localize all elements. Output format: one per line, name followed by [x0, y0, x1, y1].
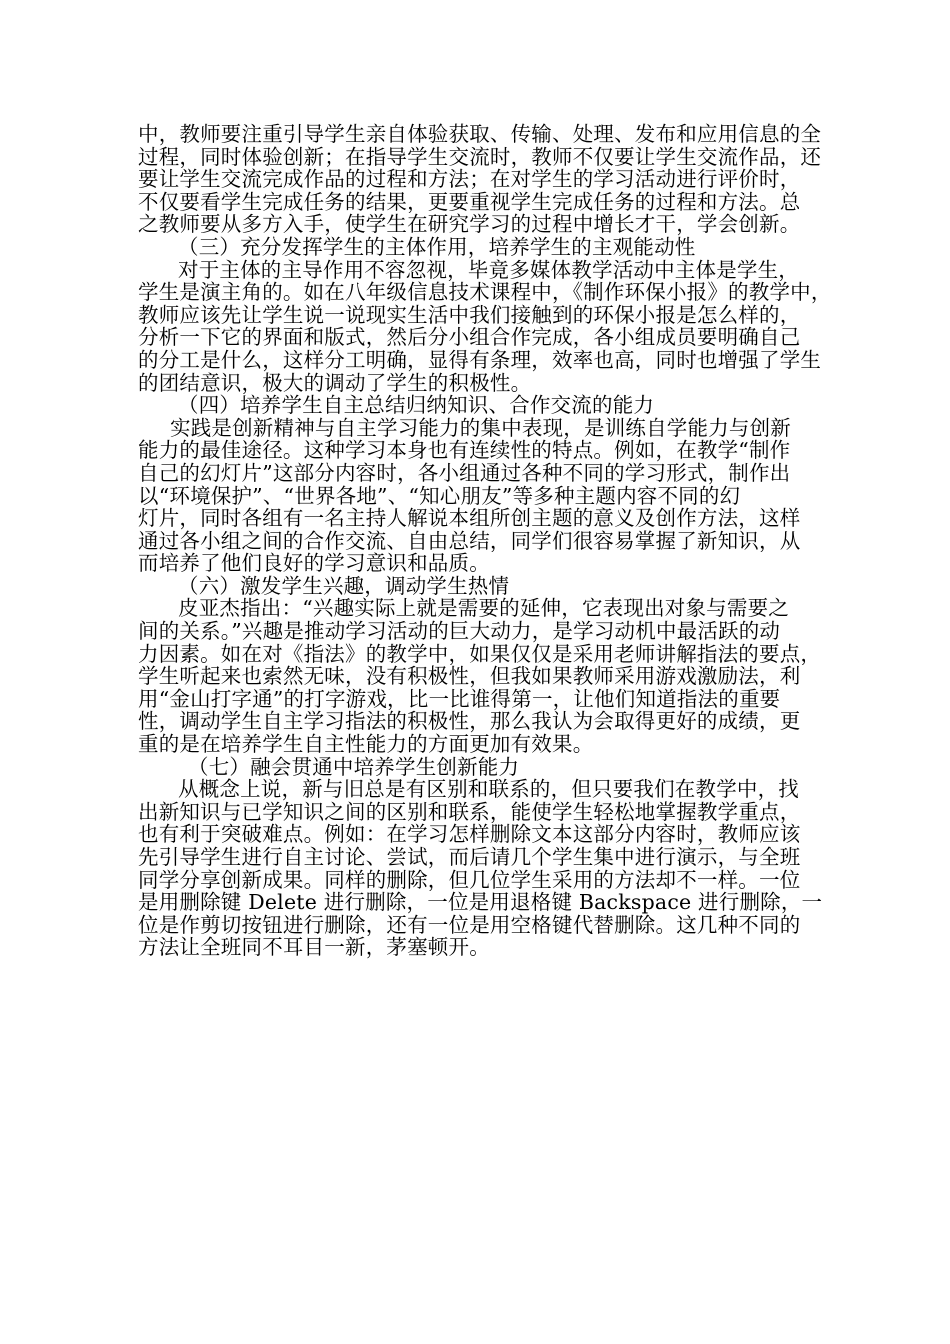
paragraph-line: 灯片，同时各组有一名主持人解说本组所创主题的意义及创作方法，这样	[138, 507, 801, 530]
paragraph-line: 力因素。如在对《指法》的教学中，如果仅仅是采用老师讲解指法的要点，	[138, 642, 822, 666]
section-heading-6: （六）激发学生兴趣，调动学生热情	[178, 574, 510, 598]
paragraph-line: 方法让全班同不耳目一新，茅塞顿开。	[138, 936, 490, 959]
paragraph-line: 的分工是什么，这样分工明确，显得有条理，效率也高，同时也增强了学生	[138, 348, 822, 372]
paragraph-line: 自己的幻灯片”这部分内容时，各小组通过各种不同的学习形式，制作出	[138, 461, 791, 485]
paragraph-line: 学生听起来也索然无味，没有积极性，但我如果教师采用游戏激励法，利	[138, 665, 801, 688]
document-body	[138, 123, 838, 959]
paragraph-line: 中，教师要注重引导学生亲自体验获取、传输、处理、发布和应用信息的全	[138, 123, 822, 146]
paragraph-line: 教师应该先让学生说一说现实生活中我们接触到的环保小报是怎么样的，	[138, 303, 801, 327]
paragraph-line: 分析一下它的界面和版式，然后分小组合作完成，各小组成员要明确自己	[138, 326, 801, 349]
paragraph-line: 位是作剪切按钮进行删除，还有一位是用空格键代替删除。这几种不同的	[138, 913, 801, 937]
paragraph-line: 间的关系。”兴趣是推动学习活动的巨大动力，是学习动机中最活跃的动	[138, 620, 781, 643]
paragraph-line: 同学分享创新成果。同样的删除，但几位学生采用的方法却不一样。一位	[138, 868, 801, 892]
paragraph-line: 是用删除键 Delete 进行删除，一位是用退格键 Backspace 进行删除，一	[138, 891, 823, 914]
paragraph-line: 以“环境保护”、“世界各地”、“知心朋友”等多种主题内容不同的幻	[138, 484, 741, 508]
paragraph-line: 重的是在培养学生自主性能力的方面更加有效果。	[138, 733, 594, 756]
paragraph-line: 之教师要从多方入手，使学生在研究学习的过程中增长才干，学会创新。	[138, 213, 801, 236]
paragraph-line: 实践是创新精神与自主学习能力的集中表现，是训练自学能力与创新	[170, 416, 791, 440]
section-heading-7: （七）融会贯通中培养学生创新能力	[188, 755, 520, 779]
paragraph-line: 用“金山打字通”的打字游戏，比一比谁得第一，让他们知道指法的重要	[138, 687, 781, 711]
paragraph-line: 性，调动学生自主学习指法的积极性，那么我认为会取得更好的成绩，更	[138, 710, 801, 734]
paragraph-line: 对于主体的主导作用不容忽视，毕竟多媒体教学活动中主体是学生，	[178, 258, 799, 282]
paragraph-line: 过程，同时体验创新；在指导学生交流时，教师不仅要让学生交流作品，还	[138, 145, 822, 169]
paragraph-line: 先引导学生进行自主讨论、尝试，而后请几个学生集中进行演示，与全班	[138, 846, 801, 869]
paragraph-line: 要让学生交流完成作品的过程和方法；在对学生的学习活动进行评价时，	[138, 168, 801, 191]
paragraph-line: 从概念上说，新与旧总是有区别和联系的，但只要我们在教学中，找	[178, 778, 799, 801]
paragraph-line: 的团结意识，极大的调动了学生的积极性。	[138, 371, 532, 395]
paragraph-line: 而培养了他们良好的学习意识和品质。	[138, 552, 490, 575]
section-heading-3: （三）充分发挥学生的主体作用，培养学生的主观能动性	[178, 235, 696, 259]
paragraph-line: 皮亚杰指出：“兴趣实际上就是需要的延伸，它表现出对象与需要之	[178, 597, 789, 621]
paragraph-line: 能力的最佳途径。这种学习本身也有连续性的特点。例如，在教学“制作	[138, 439, 791, 462]
paragraph-line: 学生是演主角的。如在八年级信息技术课程中，《制作环保小报》的教学中，	[138, 281, 832, 304]
paragraph-line: 不仅要看学生完成任务的结果，更要重视学生完成任务的过程和方法。总	[138, 190, 801, 214]
paragraph-line: 出新知识与已学知识之间的区别和联系，能使学生轻松地掌握教学重点，	[138, 800, 801, 824]
paragraph-line: 通过各小组之间的合作交流、自由总结，同学们很容易掌握了新知识，从	[138, 529, 801, 553]
section-heading-4: （四）培养学生自主总结归纳知识、合作交流的能力	[178, 394, 655, 417]
paragraph-line: 也有利于突破难点。例如：在学习怎样删除文本这部分内容时，教师应该	[138, 823, 801, 846]
